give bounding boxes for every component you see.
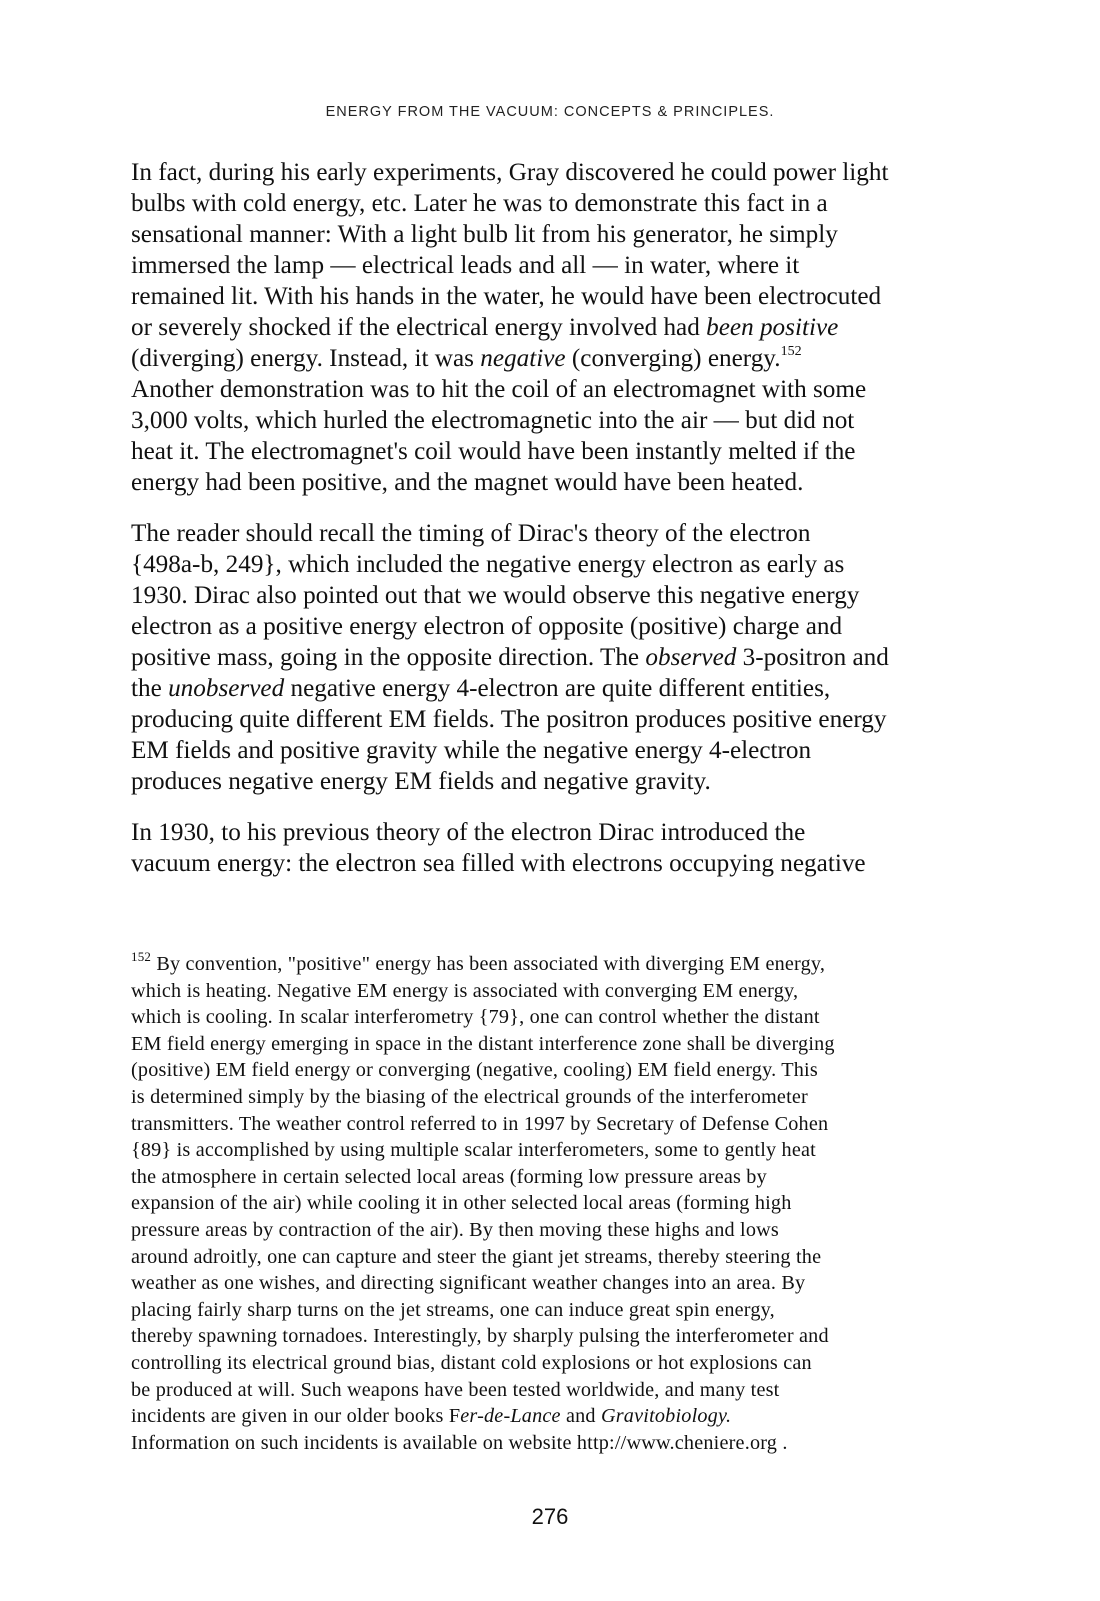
footnote-152 xyxy=(131,951,981,1456)
footnote-line: (positive) EM field energy or converging (negative, cooling) EM field energy. This xyxy=(131,1059,818,1082)
body-text xyxy=(131,157,981,899)
text-line: sensational manner: With a light bulb lit from his generator, he simply xyxy=(131,221,838,248)
footnote-line: be produced at will. Such weapons have been tested worldwide, and many test xyxy=(131,1378,780,1401)
text-line: remained lit. With his hands in the water, he would have been electrocuted xyxy=(131,283,882,310)
footnote-line: placing fairly sharp turns on the jet streams, one can induce great spin energy, xyxy=(131,1298,775,1321)
footnote-line: weather as one wishes, and directing significant weather changes into an area. By xyxy=(131,1272,806,1295)
text-line xyxy=(131,312,981,343)
footnote-line: around adroitly, one can capture and steer the giant jet streams, thereby steering the xyxy=(131,1245,822,1268)
footnote-line: thereby spawning tornadoes. Interestingly, by sharply pulsing the interferometer and xyxy=(131,1325,829,1348)
text-line xyxy=(131,673,981,704)
paragraph-3 xyxy=(131,817,981,879)
text-line: EM fields and positive gravity while the negative energy 4-electron xyxy=(131,737,812,764)
text-run: negative energy 4-electron are quite different entities, xyxy=(284,675,831,702)
footnote-line: which is cooling. In scalar interferometry {79}, one can control whether the distant xyxy=(131,1006,820,1029)
footnote-line: which is heating. Negative EM energy is associated with converging EM energy, xyxy=(131,979,799,1002)
text-line: 3,000 volts, which hurled the electromagnetic into the air — but did not xyxy=(131,407,855,434)
footnote-line: the atmosphere in certain selected local areas (forming low pressure areas by xyxy=(131,1165,767,1188)
footnote-line xyxy=(131,951,981,978)
paragraph-1 xyxy=(131,157,981,498)
text-line: energy had been positive, and the magnet would have been heated. xyxy=(131,469,804,496)
text-line: electron as a positive energy electron of opposite (positive) charge and xyxy=(131,613,843,640)
text-run: the xyxy=(131,675,169,702)
text-line: vacuum energy: the electron sea filled with electrons occupying negative xyxy=(131,850,866,877)
text-line: producing quite different EM fields. The positron produces positive energy xyxy=(131,706,887,733)
running-header: ENERGY FROM THE VACUUM: CONCEPTS & PRINCIPLES. xyxy=(325,104,775,120)
text-run: or severely shocked if the electrical energy involved had xyxy=(131,314,707,341)
emphasis: been positive xyxy=(706,314,839,341)
text-line: The reader should recall the timing of Dirac's theory of the electron xyxy=(131,520,811,547)
text-run: incidents are given in our older books F xyxy=(131,1405,461,1428)
footnote-line: pressure areas by contraction of the air). By then moving these highs and lows xyxy=(131,1218,779,1241)
text-line: Another demonstration was to hit the coil of an electromagnet with some xyxy=(131,376,867,403)
footnote-line: controlling its electrical ground bias, distant cold explosions or hot explosions can xyxy=(131,1351,812,1374)
footnote-line: expansion of the air) while cooling it in other selected local areas (forming high xyxy=(131,1192,792,1215)
text-line: {498a-b, 249}, which included the negative energy electron as early as xyxy=(131,551,845,578)
text-run: 3-positron and xyxy=(736,644,889,671)
footnote-reference[interactable]: 152 xyxy=(780,344,802,359)
text-line xyxy=(131,642,981,673)
footnote-line: is determined simply by the biasing of the electrical grounds of the interferometer xyxy=(131,1085,808,1108)
text-line: In fact, during his early experiments, Gray discovered he could power light xyxy=(131,159,889,186)
footnote-line xyxy=(131,1403,981,1430)
page-number: 276 xyxy=(531,1504,569,1529)
paragraph-2 xyxy=(131,518,981,797)
text-line: heat it. The electromagnet's coil would have been instantly melted if the xyxy=(131,438,856,465)
emphasis: unobserved xyxy=(168,675,285,702)
book-title: Gravitobiology. xyxy=(600,1405,732,1428)
emphasis: observed xyxy=(645,644,737,671)
text-line: produces negative energy EM fields and negative gravity. xyxy=(131,768,711,795)
text-run: (converging) energy. xyxy=(565,345,781,372)
text-line: immersed the lamp — electrical leads and all — in water, where it xyxy=(131,252,800,279)
text-line xyxy=(131,343,981,374)
text-line: In 1930, to his previous theory of the electron Dirac introduced the xyxy=(131,819,806,846)
footnote-line: transmitters. The weather control referred to in 1997 by Secretary of Defense Cohen xyxy=(131,1112,829,1135)
footnote-line: EM field energy emerging in space in the distant interference zone shall be diverging xyxy=(131,1032,835,1055)
book-title: er-de-Lance xyxy=(460,1405,561,1428)
footnote-line: {89} is accomplished by using multiple scalar interferometers, some to gently heat xyxy=(131,1139,816,1162)
text-run: By convention, "positive" energy has been associated with diverging EM energy, xyxy=(151,953,826,975)
footnote-line: Information on such incidents is available on website http://www.cheniere.org . xyxy=(131,1431,788,1454)
text-line: bulbs with cold energy, etc. Later he was to demonstrate this fact in a xyxy=(131,190,828,217)
text-line: 1930. Dirac also pointed out that we would observe this negative energy xyxy=(131,582,860,609)
text-run: positive mass, going in the opposite direction. The xyxy=(131,644,646,671)
emphasis: negative xyxy=(480,345,566,372)
text-run: (diverging) energy. Instead, it was xyxy=(131,345,481,372)
text-run: and xyxy=(560,1405,601,1428)
footnote-marker: 152 xyxy=(131,949,152,964)
